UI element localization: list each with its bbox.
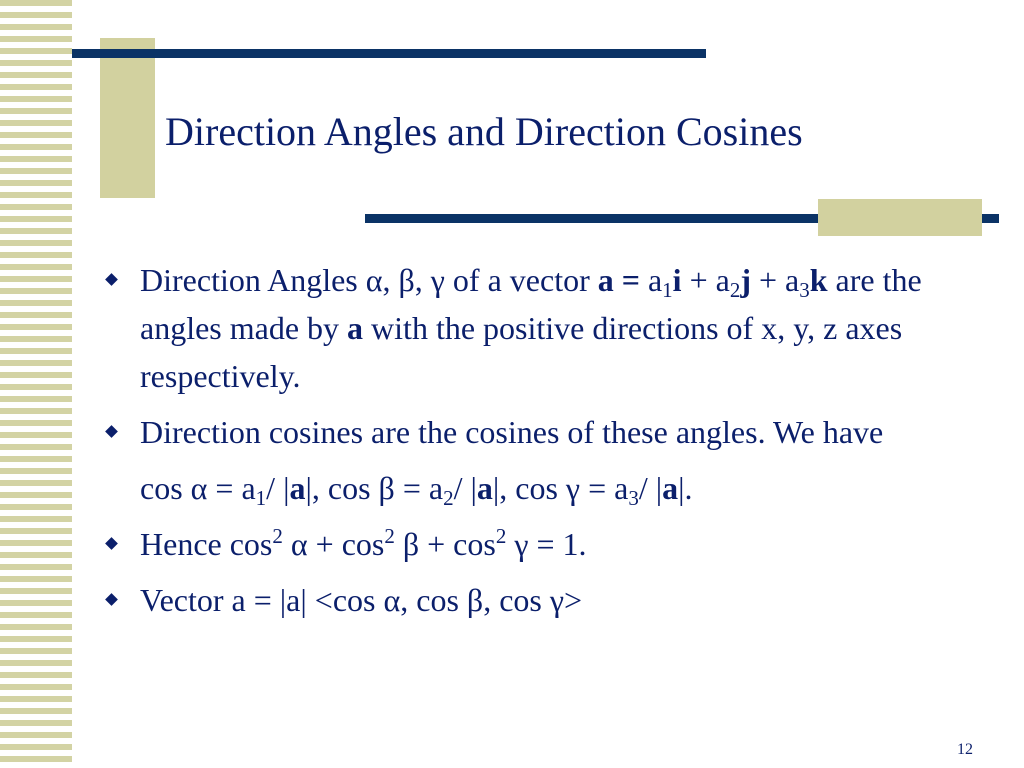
superscript: 2 (272, 524, 283, 548)
formula-text: cos α = a (140, 470, 256, 506)
bullet-text: Hence cos (140, 526, 273, 562)
diamond-bullet-icon (105, 593, 118, 606)
diamond-bullet-icon (105, 425, 118, 438)
bold-unit-i: i (672, 262, 682, 298)
subscript: 3 (628, 486, 639, 510)
bullet-text: Direction Angles α, β, γ of a vector (140, 262, 598, 298)
formula-text: / | (453, 470, 477, 506)
decorative-tan-block-right (818, 199, 982, 236)
bold-vector-a: a (662, 470, 679, 506)
bullet-text: Direction cosines are the cosines of these angles. We have (140, 414, 884, 450)
decorative-bar-top (72, 49, 706, 58)
subscript: 2 (729, 278, 741, 302)
bold-vector-a: a = (597, 262, 640, 298)
formula-text: |, cos γ = a (492, 470, 629, 506)
decorative-tan-block-left (100, 38, 155, 198)
bullet-text: a (639, 262, 663, 298)
bold-vector-a: a (289, 470, 306, 506)
diamond-bullet-icon (105, 273, 118, 286)
bullet-identity (104, 520, 954, 568)
bullet-text: γ = 1. (506, 526, 587, 562)
slide-content (104, 256, 954, 632)
bullet-vector-form (104, 576, 954, 624)
bullet-text: are the angles made by (140, 262, 922, 346)
bold-unit-k: k (809, 262, 828, 298)
bullet-text: α + cos (282, 526, 385, 562)
decorative-stripes (0, 0, 72, 768)
bold-unit-j: j (740, 262, 751, 298)
cosine-formula (104, 464, 954, 512)
bullet-text: + a (681, 262, 730, 298)
superscript: 2 (495, 524, 507, 548)
bullet-text: β + cos (394, 526, 496, 562)
subscript: 3 (799, 278, 810, 302)
page-number: 12 (957, 741, 973, 758)
bullet-direction-cosines (104, 408, 954, 456)
formula-text: / | (638, 470, 663, 506)
subscript: 1 (255, 486, 267, 510)
bullet-direction-angles (104, 256, 954, 400)
diamond-bullet-icon (105, 537, 118, 550)
formula-text: / | (266, 470, 290, 506)
bold-vector-a: a (476, 470, 493, 506)
bullet-text: Vector a = |a| <cos α, cos β, cos γ> (140, 582, 583, 618)
subscript: 1 (662, 278, 673, 302)
subscript: 2 (443, 486, 454, 510)
bullet-text: + a (750, 262, 800, 298)
superscript: 2 (384, 524, 395, 548)
bold-vector-a: a (347, 310, 364, 346)
bullet-text: with the positive directions of x, y, z axes respectively. (140, 310, 903, 394)
slide-title: Direction Angles and Direction Cosines (165, 109, 803, 154)
formula-text: |. (678, 470, 693, 506)
formula-text: |, cos β = a (305, 470, 444, 506)
